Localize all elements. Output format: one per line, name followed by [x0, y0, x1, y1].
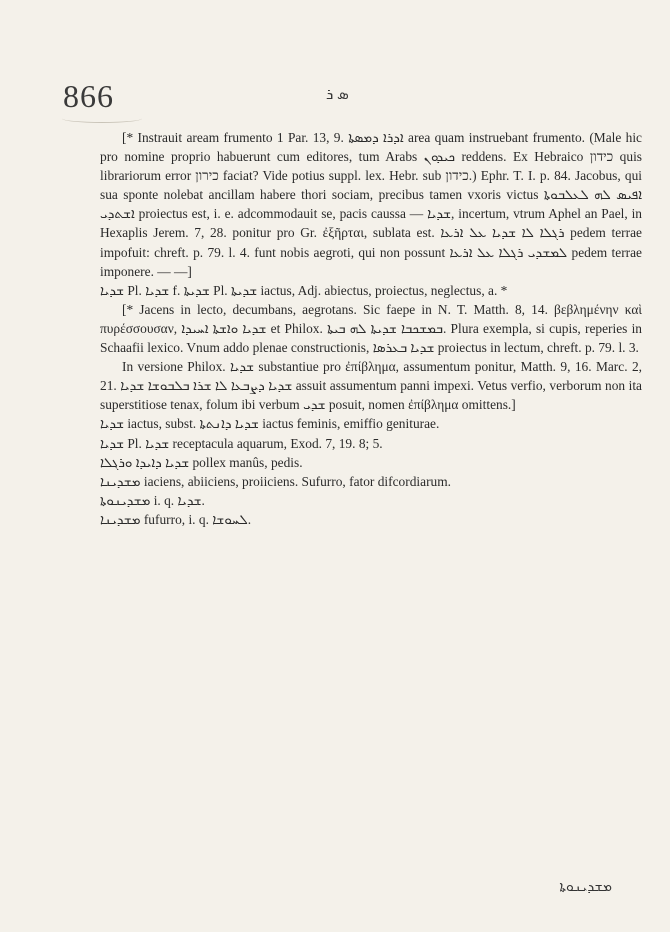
page-rule: [62, 114, 142, 123]
entry-receptacula: ܫܕܝܐ Pl. ܫܕܝܐ receptacula aquarum, Exod. 7, 19. 8; 5.: [100, 435, 383, 451]
entry-iactus-adj: ܫܕܝܐ Pl. ܫܕܝܐ f. ܫܕܝܬܐ Pl. ܫܕܝܬܐ iactus, Adj. abiectus, proiectus, neglectus, a. *: [100, 282, 508, 298]
catchword: ܡܫܕܝܢܘܬܐ: [559, 880, 612, 895]
paragraph-philox: In versione Philox. ܫܕܝܐ substantiue pro ἐπίβλημα, assumentum ponitur, Matth. 9, 16. Marc. 2, 21. ܫܕܝܐ ܕܨܒܥܐ ܠܐ ܫܪܐ ܒܠܒܘܫܐ ܫܕܝܐ assuit assumentum panni impexi. Vetus verfio, verborum non ita superstitiose tenax, folum ibi verbum ܫܕܝ posuit, nomen ἐπίβλημα omittens.]: [100, 359, 642, 413]
entry-iactus-subst: ܫܕܝܐ iactus, subst. ܫܕܝܐ ܕܐܢܬܬܐ iactus feminis, emiffio geniturae.: [100, 416, 440, 432]
entry-pollex: ܫܕܝܐ ܕܐܝܕܐ ܘܪܓܠܐ pollex manûs, pedis.: [100, 454, 303, 470]
entry-iq: ܡܫܕܝܢܘܬܐ i. q. ܫܕܝܐ.: [100, 492, 205, 508]
running-head: ܣ ܪ: [326, 87, 349, 103]
paragraph-jacens: [* Jacens in lecto, decumbans, aegrotans. Sic faepe in N. T. Matth. 8, 14. βεβλημένην καὶ πυρέσσουσαν, ܫܕܝܐ ܘܐܫܬܐ ܐܚܝܕܐ et Philox. ܒܡܫܟܒܐ ܫܕܝܬܐ ܠܗ ܒܝܬܐ. Plura exempla, si cupis, reperies in Schaafii lexico. Vnum addo plenae constructionis, ܫܕܝܐ ܒܥܪܣܐ proiectus in lectum, chreft. p. 79. l. 3.: [100, 301, 643, 356]
entry-fufurro: ܡܫܕܝܢܐ fufurro, i. q. ܠܚܘܫܐ.: [100, 511, 252, 527]
entry-iaciens: ܡܫܕܝܢܐ iaciens, abiiciens, proiiciens. Sufurro, fator difcordiarum.: [100, 473, 451, 489]
entry-text: [100, 128, 642, 529]
paragraph-instrauit: [* Instrauit aream frumento 1 Par. 13, 9. ܐܕܪܐ ܕܡܣܬܐ area quam instruebant frumento. (Male hic pro nomine proprio habuerunt cum editores, tum Arabs ܟܝܕܘܢ reddens. Ex Hebraico כידון quis librariorum error כירון faciat? Vide potius suppl. lex. Hebr. sub כידון.) Ephr. T. I. p. 84. Jacobus, qui sua sponte nolebat ancillam habere thori sociam, precibus tamen vxoris victus ܐܦܝܣ ܠܗ ܠܥܠܒܘܬܐ ܐܫܬܕܝ proiectus est, i. e. adcommodauit se, pacis caussa — ܫܕܝܐ, incertum, vtrum Aphel an Pael, in Hexaplis Jerem. 7, 28. ponitur pro Gr. ἐξῆρται, sublata est. ܪܓܠܐ ܠܐ ܫܕܝܐ ܥܠ ܐܪܥܐ pedem terrae impofuit: chreft. p. 79. l. 4. funt nobis aegroti, qui non possunt ܠܡܫܕܝ ܪܓܠܐ ܥܠ ܐܪܥܐ pedem terrae imponere. — —]: [100, 130, 643, 279]
page-number: 866: [63, 78, 114, 114]
